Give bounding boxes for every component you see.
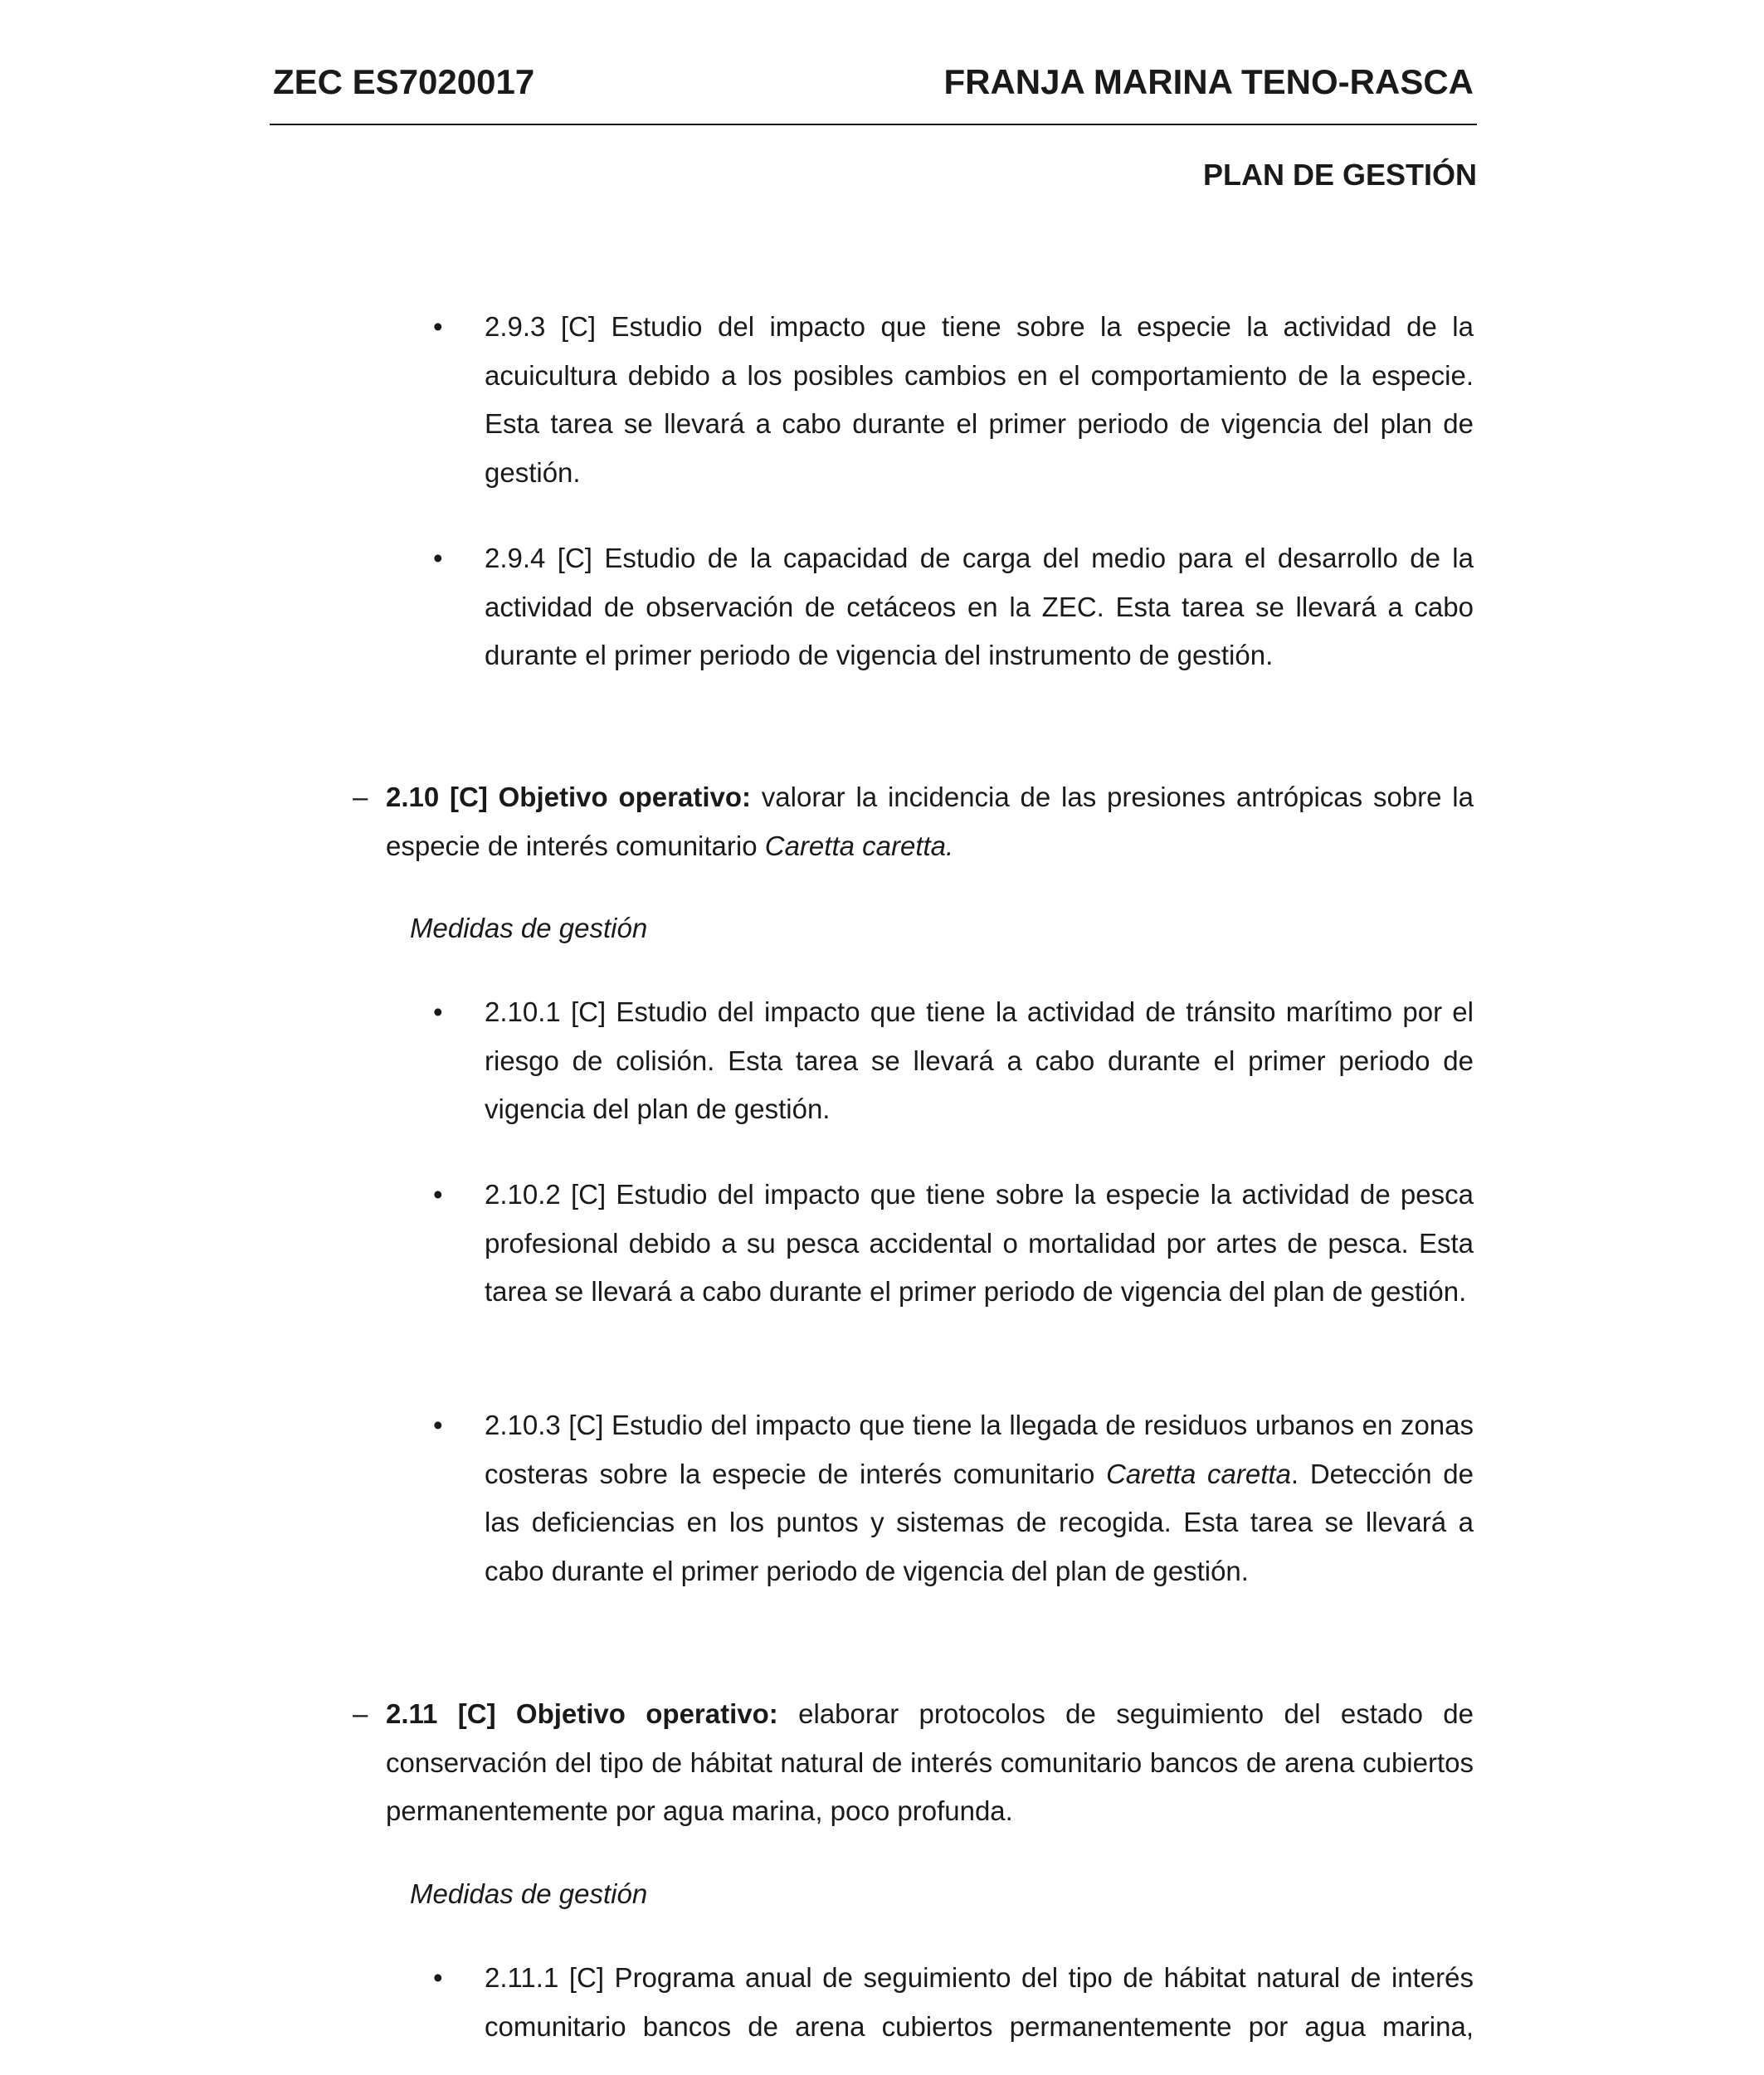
measure-2-10-3 xyxy=(485,1401,1474,1595)
objective-label: 2.11 [C] Objetivo operativo: xyxy=(386,1698,778,1729)
dash-icon: – xyxy=(353,782,368,812)
header-divider xyxy=(270,124,1477,125)
objective-text: elaborar protocolos de seguimiento del estado de conservación del tipo de hábitat natural de interés comunitario bancos de arena cubiertos permanentemente por agua marina, poco profunda. xyxy=(386,1698,1474,1826)
header-site-name: FRANJA MARINA TENO-RASCA xyxy=(943,62,1474,101)
measure-2-11-1: 2.11.1 [C] Programa anual de seguimiento del tipo de hábitat natural de interés comunitario bancos de arena cubiertos permanentemente por agua marina, xyxy=(485,1962,1474,2042)
bullet-icon: • xyxy=(433,311,443,342)
measure-2-10-1: 2.10.1 [C] Estudio del impacto que tiene la actividad de tránsito marítimo por el riesgo de colisión. Esta tarea se llevará a cabo durante el primer periodo de vigencia del plan de gestión. xyxy=(485,996,1474,1124)
dash-icon: – xyxy=(353,1698,368,1729)
bullet-icon: • xyxy=(433,1962,443,1993)
bullet-icon: • xyxy=(433,1410,443,1440)
measure-text: 2.10.3 [C] Estudio del impacto que tiene la llegada de residuos urbanos en zonas costeras sobre la especie de interés comunitario xyxy=(485,1410,1474,1489)
objective-label: 2.10 [C] Objetivo operativo: xyxy=(386,782,751,812)
measures-heading: Medidas de gestión xyxy=(410,1878,648,1909)
measure-text: . Detección de las deficiencias en los puntos y sistemas de recogida. Esta tarea se llevará a cabo durante el primer periodo de vigencia del plan de gestión. xyxy=(485,1458,1474,1586)
species-name: Caretta caretta xyxy=(1106,1458,1291,1489)
objective-2-11 xyxy=(386,1690,1474,1836)
page-header xyxy=(270,58,1477,106)
measures-heading: Medidas de gestión xyxy=(410,913,648,943)
bullet-icon: • xyxy=(433,543,443,573)
species-name: Caretta caretta. xyxy=(764,830,954,861)
objective-2-10 xyxy=(386,773,1474,870)
measure-2-10-2: 2.10.2 [C] Estudio del impacto que tiene sobre la especie la actividad de pesca profesional debido a su pesca accidental o mortalidad por artes de pesca. Esta tarea se llevará a cabo durante el primer periodo de vigencia del plan de gestión. xyxy=(485,1179,1474,1307)
bullet-icon: • xyxy=(433,996,443,1027)
objective-text: valorar la incidencia de las presiones antrópicas sobre la especie de interés comunitario xyxy=(386,782,1474,861)
measure-2-9-4: 2.9.4 [C] Estudio de la capacidad de carga del medio para el desarrollo de la actividad de observación de cetáceos en la ZEC. Esta tarea se llevará a cabo durante el primer periodo de vigencia del instrumento de gestión. xyxy=(485,543,1474,670)
bullet-icon: • xyxy=(433,1179,443,1210)
document-subtitle: PLAN DE GESTIÓN xyxy=(1202,158,1477,192)
header-site-code: ZEC ES7020017 xyxy=(273,62,535,101)
measure-2-9-3: 2.9.3 [C] Estudio del impacto que tiene sobre la especie la actividad de la acuicultura debido a los posibles cambios en el comportamiento de la especie. Esta tarea se llevará a cabo durante el primer periodo de vigencia del plan de gestión. xyxy=(485,311,1474,488)
